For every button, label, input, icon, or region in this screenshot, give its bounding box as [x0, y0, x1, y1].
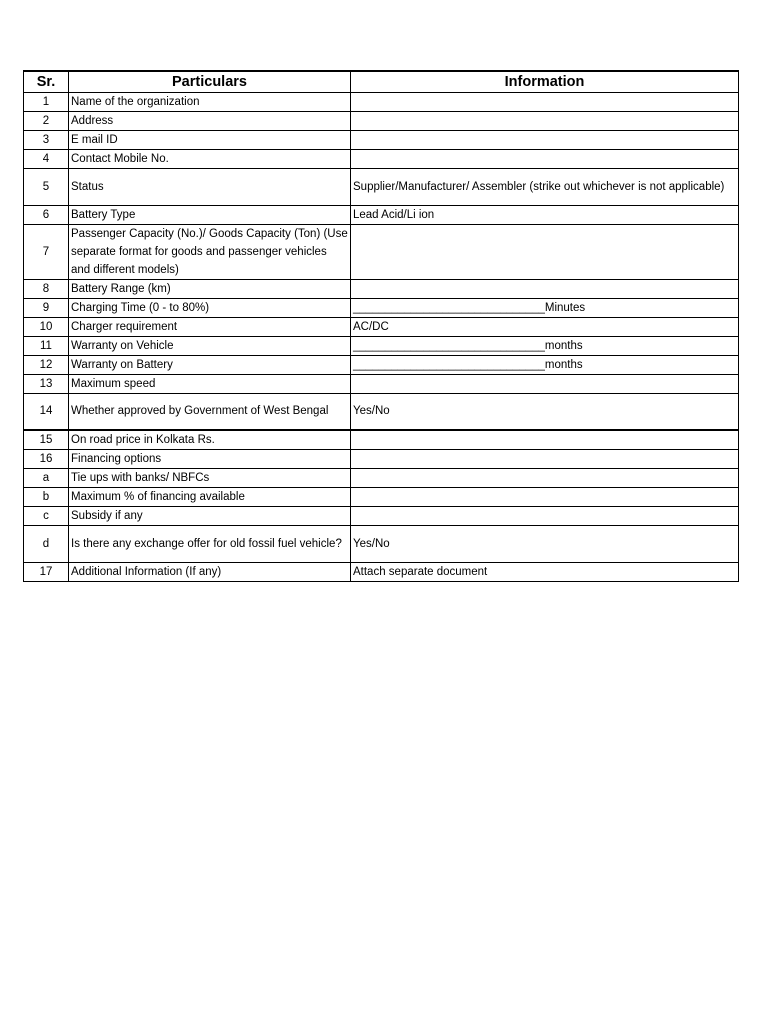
row-sr: c [24, 507, 69, 526]
row-particulars: Status [69, 168, 351, 205]
table-row [24, 298, 739, 317]
row-information: ______________________________Minutes [351, 298, 739, 317]
table-row [24, 111, 739, 130]
row-particulars: On road price in Kolkata Rs. [69, 430, 351, 450]
row-sr: b [24, 488, 69, 507]
table-row [24, 374, 739, 393]
table-row [24, 168, 739, 205]
row-particulars: Passenger Capacity (No.)/ Goods Capacity (Ton) (Use separate format for goods and passenger vehicles and different models) [69, 224, 351, 279]
vehicle-information-table [23, 70, 739, 582]
header-row [24, 71, 739, 92]
row-information: Attach separate document [351, 563, 739, 582]
row-particulars: E mail ID [69, 130, 351, 149]
row-information: Supplier/Manufacturer/ Assembler (strike out whichever is not applicable) [351, 168, 739, 205]
row-information [351, 92, 739, 111]
row-particulars: Financing options [69, 450, 351, 469]
row-particulars: Address [69, 111, 351, 130]
table-row [24, 563, 739, 582]
header-particulars: Particulars [69, 71, 351, 92]
row-information: Lead Acid/Li ion [351, 205, 739, 224]
row-particulars: Charging Time (0 - to 80%) [69, 298, 351, 317]
row-information [351, 450, 739, 469]
table-row [24, 149, 739, 168]
row-information [351, 488, 739, 507]
row-particulars: Maximum % of financing available [69, 488, 351, 507]
row-information [351, 149, 739, 168]
row-information: Yes/No [351, 393, 739, 430]
row-information: ______________________________months [351, 355, 739, 374]
row-particulars: Battery Range (km) [69, 279, 351, 298]
row-particulars: Whether approved by Government of West Bengal [69, 393, 351, 430]
row-sr: 13 [24, 374, 69, 393]
table-row [24, 469, 739, 488]
row-sr: 17 [24, 563, 69, 582]
table-row [24, 205, 739, 224]
table-row [24, 393, 739, 430]
table-row [24, 130, 739, 149]
row-sr: 9 [24, 298, 69, 317]
row-information: Yes/No [351, 526, 739, 563]
row-information: ______________________________months [351, 336, 739, 355]
row-sr: 1 [24, 92, 69, 111]
row-sr: 10 [24, 317, 69, 336]
row-sr: 8 [24, 279, 69, 298]
table-row [24, 488, 739, 507]
table-row [24, 450, 739, 469]
row-sr: 12 [24, 355, 69, 374]
row-information [351, 130, 739, 149]
row-information [351, 111, 739, 130]
header-sr: Sr. [24, 71, 69, 92]
row-particulars: Battery Type [69, 205, 351, 224]
row-information [351, 374, 739, 393]
form-sheet [23, 70, 738, 582]
row-sr: 6 [24, 205, 69, 224]
row-particulars: Subsidy if any [69, 507, 351, 526]
table-row [24, 92, 739, 111]
table-row [24, 336, 739, 355]
row-information [351, 430, 739, 450]
row-sr: 16 [24, 450, 69, 469]
row-information [351, 224, 739, 279]
row-sr: 14 [24, 393, 69, 430]
header-information: Information [351, 71, 739, 92]
table-row [24, 279, 739, 298]
table-row [24, 526, 739, 563]
row-information [351, 279, 739, 298]
row-particulars: Maximum speed [69, 374, 351, 393]
row-sr: d [24, 526, 69, 563]
table-row [24, 355, 739, 374]
row-sr: 5 [24, 168, 69, 205]
row-sr: 15 [24, 430, 69, 450]
row-particulars: Additional Information (If any) [69, 563, 351, 582]
table-row [24, 224, 739, 279]
table-row [24, 317, 739, 336]
table-row [24, 507, 739, 526]
row-information: AC/DC [351, 317, 739, 336]
row-sr: a [24, 469, 69, 488]
row-sr: 11 [24, 336, 69, 355]
table-row [24, 430, 739, 450]
row-sr: 7 [24, 224, 69, 279]
row-sr: 2 [24, 111, 69, 130]
row-particulars: Name of the organization [69, 92, 351, 111]
row-particulars: Warranty on Vehicle [69, 336, 351, 355]
row-sr: 3 [24, 130, 69, 149]
row-particulars: Charger requirement [69, 317, 351, 336]
row-particulars: Is there any exchange offer for old fossil fuel vehicle? [69, 526, 351, 563]
row-particulars: Contact Mobile No. [69, 149, 351, 168]
row-sr: 4 [24, 149, 69, 168]
row-information [351, 469, 739, 488]
row-particulars: Tie ups with banks/ NBFCs [69, 469, 351, 488]
row-particulars: Warranty on Battery [69, 355, 351, 374]
row-information [351, 507, 739, 526]
